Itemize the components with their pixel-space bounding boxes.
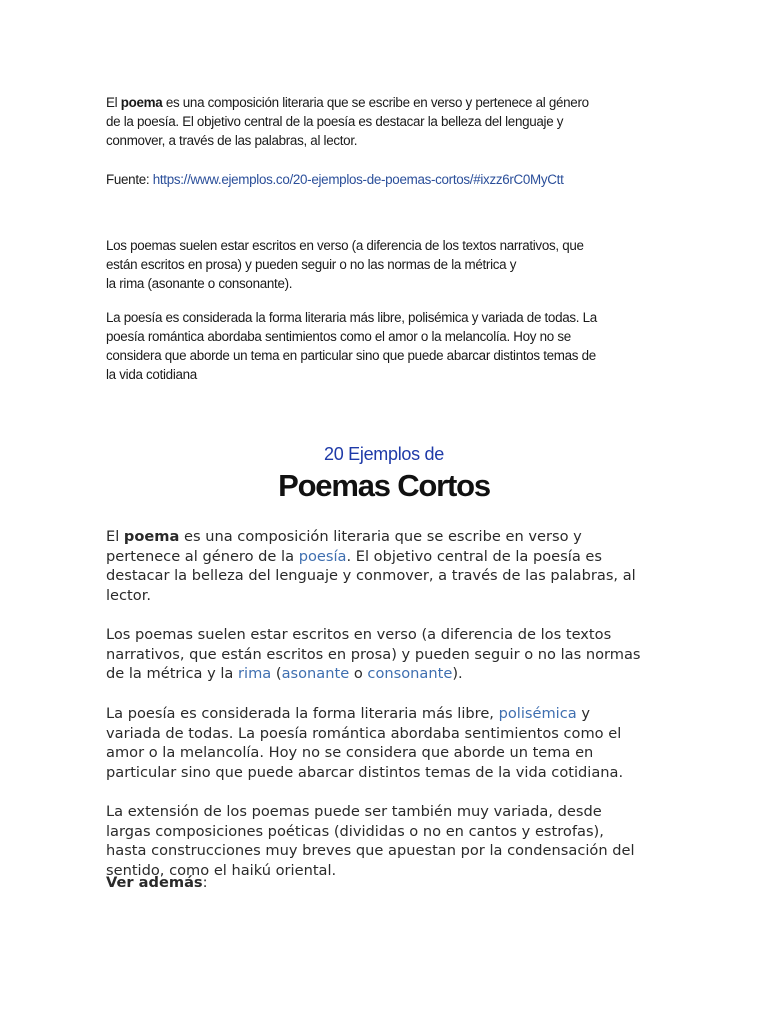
see-also [106,873,666,893]
link-asonante[interactable]: asonante [281,665,350,683]
link-consonante[interactable]: consonante [367,665,453,683]
p1-bold-poema: poema [123,528,180,545]
p1-line1-rest: es una composición literaria que se escribe en verso y [179,528,582,545]
see-also-label: Ver además [106,874,203,891]
p2-line2: narrativos, que están escritos en prosa) y pueden seguir o no las normas [106,645,641,663]
heading-subtitle: 20 Ejemplos de [324,444,444,464]
small-p3-line2: poesía romántica abordaba sentimientos como el amor o la melancolía. Hoy no se [106,329,571,344]
p4-line1: La extensión de los poemas puede ser también muy variada, desde [106,803,602,820]
intro-pre: El [106,95,121,110]
small-p3-line4: la vida cotidiana [106,367,197,382]
p2-o-text: o [349,665,368,683]
link-polisemica[interactable]: polisémica [498,705,577,722]
paragraph-verse [106,625,666,684]
p3-line3: amor o la melancolía. Hoy no se considera que aborde un tema en [106,744,594,762]
p4-line2: largas composiciones poéticas (divididas o no en cantos y estrofas), [106,822,604,840]
p3-line1-pre: La poesía es considerada la forma literaria más libre, [106,705,499,722]
small-p3-line3: considera que aborde un tema en particular sino que puede abarcar distintos temas de [106,348,596,363]
source-line [106,170,666,189]
paragraph-poetry-freedom [106,704,666,782]
p4-line3: hasta construcciones muy breves que apuestan por la condensación del [106,842,635,860]
small-p2-line2: están escritos en prosa) y pueden seguir o no las normas de la métrica y [106,257,517,272]
p1-line2-pre: pertenece al género de la [106,547,299,565]
see-also-colon: : [202,874,208,891]
small-paragraph-poetry [106,308,666,384]
p2-line3-pre: de la métrica y la [106,665,239,683]
small-p3-line1: La poesía es considerada la forma literaria más libre, polisémica y variada de todas. La [106,310,597,325]
paragraph-poema-definition [106,527,666,605]
p2-paren-open: ( [271,665,282,683]
p3-line4: particular sino que puede abarcar distintos temas de la vida cotidiana. [106,763,624,781]
p3-line1-post: y [576,705,590,722]
small-p2-line3: la rima (asonante o consonante). [106,276,293,291]
link-poesia[interactable]: poesía [298,547,347,565]
p2-paren-close: ). [452,665,463,683]
source-label: Fuente: [106,172,153,187]
intro-line3: conmover, a través de las palabras, al lector. [106,133,358,148]
intro-bold-poema: poema [120,95,163,110]
p4-line4: sentido, como el haikú oriental. [106,861,337,879]
link-rima[interactable]: rima [238,665,272,683]
heading-title: Poemas Cortos [278,468,490,503]
p3-line2: variada de todas. La poesía romántica abordaba sentimientos como el [106,724,622,742]
intro-line1-rest: es una composición literaria que se escribe en verso y pertenece al género [162,95,589,110]
small-p2-line1: Los poemas suelen estar escritos en verso (a diferencia de los textos narrativos, que [106,238,584,253]
source-link[interactable]: https://www.ejemplos.co/20-ejemplos-de-poemas-cortos/#ixzz6rC0MyCtt [152,172,564,187]
intro-paragraph [106,93,666,150]
p1-pre: El [106,528,124,545]
p1-line2-post: . El objetivo central de la poesía es [346,547,602,565]
p1-line4: lector. [106,586,152,604]
paragraph-extension [106,802,666,880]
p1-line3: destacar la belleza del lenguaje y conmover, a través de las palabras, al [106,567,636,585]
p2-line1: Los poemas suelen estar escritos en verso (a diferencia de los textos [106,626,612,643]
intro-line2: de la poesía. El objetivo central de la poesía es destacar la belleza del lenguaje y [106,114,564,129]
small-paragraph-verse [106,236,666,293]
